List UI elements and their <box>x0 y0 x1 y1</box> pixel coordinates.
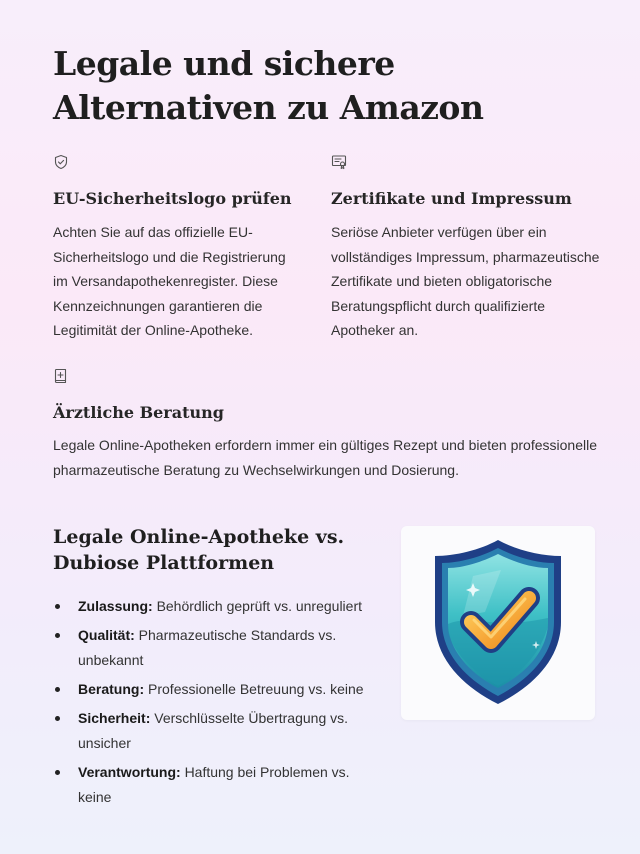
bullet-icon <box>55 716 60 721</box>
feature-text: Legale Online-Apotheken erfordern immer ein gültiges Rezept und bieten professionelle pharmazeutische Beratung zu Wechselwirkungen und Dosierung. <box>53 437 597 478</box>
feature-text: Seriöse Anbieter verfügen über ein vollständiges Impressum, pharmazeutische Zertifikate und bieten obligatorische Beratungspflicht durch qualifizierte Apotheker an. <box>331 224 600 338</box>
list-item <box>53 623 373 673</box>
feature-medical-advice <box>53 368 603 482</box>
shield-check-icon <box>53 154 69 170</box>
item-text: Verschlüsselte Übertragung vs. unsicher <box>78 710 349 751</box>
item-label: Zulassung: <box>78 598 153 614</box>
item-label: Beratung: <box>78 681 145 697</box>
item-label: Sicherheit: <box>78 710 151 726</box>
comparison-list <box>53 594 373 814</box>
item-text: Pharmazeutische Standards vs. unbekannt <box>78 627 337 668</box>
medical-book-icon <box>53 368 69 384</box>
item-label: Qualität: <box>78 627 135 643</box>
item-label: Verantwortung: <box>78 764 181 780</box>
page-title: Legale und sichere Alternativen zu Amazon <box>53 44 484 127</box>
list-item <box>53 760 373 810</box>
list-item <box>53 594 373 619</box>
shield-check-illustration <box>401 526 595 720</box>
list-item <box>53 677 373 702</box>
certificate-icon <box>331 154 347 170</box>
bullet-icon <box>55 633 60 638</box>
feature-certificates <box>331 154 606 343</box>
item-text: Professionelle Betreuung vs. keine <box>148 681 364 697</box>
list-item <box>53 706 373 756</box>
comparison-title: Legale Online-Apotheke vs. Dubiose Plattformen <box>53 526 345 574</box>
shield-illustration-card <box>401 526 595 720</box>
feature-text: Achten Sie auf das offizielle EU-Sicherheitslogo und die Registrierung im Versandapothekenregister. Diese Kennzeichnungen garantieren die Legitimität der Online-Apotheke. <box>53 224 286 338</box>
bullet-icon <box>55 604 60 609</box>
bullet-icon <box>55 770 60 775</box>
feature-title: Zertifikate und Impressum <box>331 189 572 208</box>
feature-eu-logo <box>53 154 303 343</box>
bullet-icon <box>55 687 60 692</box>
feature-title: Ärztliche Beratung <box>53 403 224 422</box>
item-text: Behördlich geprüft vs. unreguliert <box>156 598 363 614</box>
feature-title: EU-Sicherheitslogo prüfen <box>53 189 292 208</box>
item-text: Haftung bei Problemen vs. keine <box>78 764 350 805</box>
